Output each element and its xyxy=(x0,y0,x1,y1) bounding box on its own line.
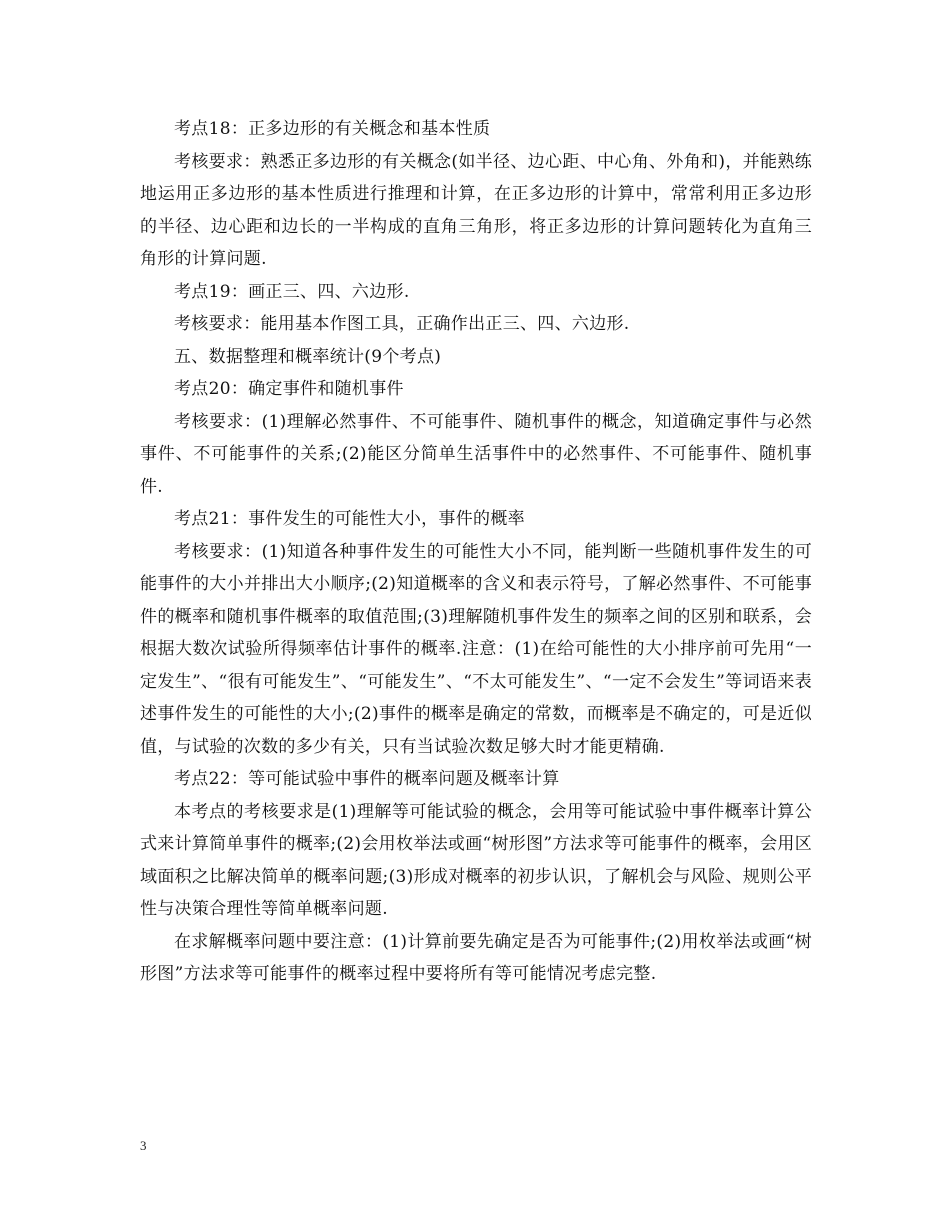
section-heading-5: 五、数据整理和概率统计(9个考点) xyxy=(174,346,442,367)
document-body xyxy=(140,113,812,991)
paragraph-requirement-18: 考核要求：熟悉正多边形的有关概念(如半径、边心距、中心角、外角和)，并能熟练地运用正多边形的基本性质进行推理和计算，在正多边形的计算中，常常利用正多边形的半径、边心距和边长的一半构成的直角三角形，将正多边形的计算问题转化为直角三角形的计算问题. xyxy=(140,151,812,269)
heading-point-18: 考点18：正多边形的有关概念和基本性质 xyxy=(174,119,491,139)
heading-point-21: 考点21：事件发生的可能性大小，事件的概率 xyxy=(174,509,525,529)
paragraph-requirement-21: 考核要求：(1)知道各种事件发生的可能性大小不同，能判断一些随机事件发生的可能事件的大小并排出大小顺序;(2)知道概率的含义和表示符号，了解必然事件、不可能事件的概率和随机事件概率的取值范围;(3)理解随机事件发生的频率之间的区别和联系，会根据大数次试验所得频率估计事件的概率.注意：(1)在给可能性的大小排序前可先用“一定发生”、“很有可能发生”、“可能发生”、“不太可能发生”、“一定不会发生”等词语来表述事件发生的可能性的大小;(2)事件的概率是确定的常数，而概率是不确定的，可是近似值，与试验的次数的多少有关，只有当试验次数足够大时才能更精确. xyxy=(140,541,812,757)
paragraph-requirement-22: 本考点的考核要求是(1)理解等可能试验的概念，会用等可能试验中事件概率计算公式来计算简单事件的概率;(2)会用枚举法或画“树形图”方法求等可能事件的概率，会用区域面积之比解决简单的概率问题;(3)形成对概率的初步认识，了解机会与风险、规则公平性与决策合理性等简单概率问题. xyxy=(140,801,812,919)
paragraph-notes: 在求解概率问题中要注意：(1)计算前要先确定是否为可能事件;(2)用枚举法或画“树形图”方法求等可能事件的概率过程中要将所有等可能情况考虑完整. xyxy=(140,931,812,984)
heading-point-22: 考点22：等可能试验中事件的概率问题及概率计算 xyxy=(174,769,560,789)
paragraph-requirement-20: 考核要求：(1)理解必然事件、不可能事件、随机事件的概念，知道确定事件与必然事件、不可能事件的关系;(2)能区分简单生活事件中的必然事件、不可能事件、随机事件. xyxy=(140,411,812,497)
page-number: 3 xyxy=(140,1138,147,1153)
heading-point-20: 考点20：确定事件和随机事件 xyxy=(174,379,404,399)
heading-point-19: 考点19：画正三、四、六边形. xyxy=(174,281,410,302)
paragraph-requirement-19: 考核要求：能用基本作图工具，正确作出正三、四、六边形. xyxy=(174,314,630,334)
